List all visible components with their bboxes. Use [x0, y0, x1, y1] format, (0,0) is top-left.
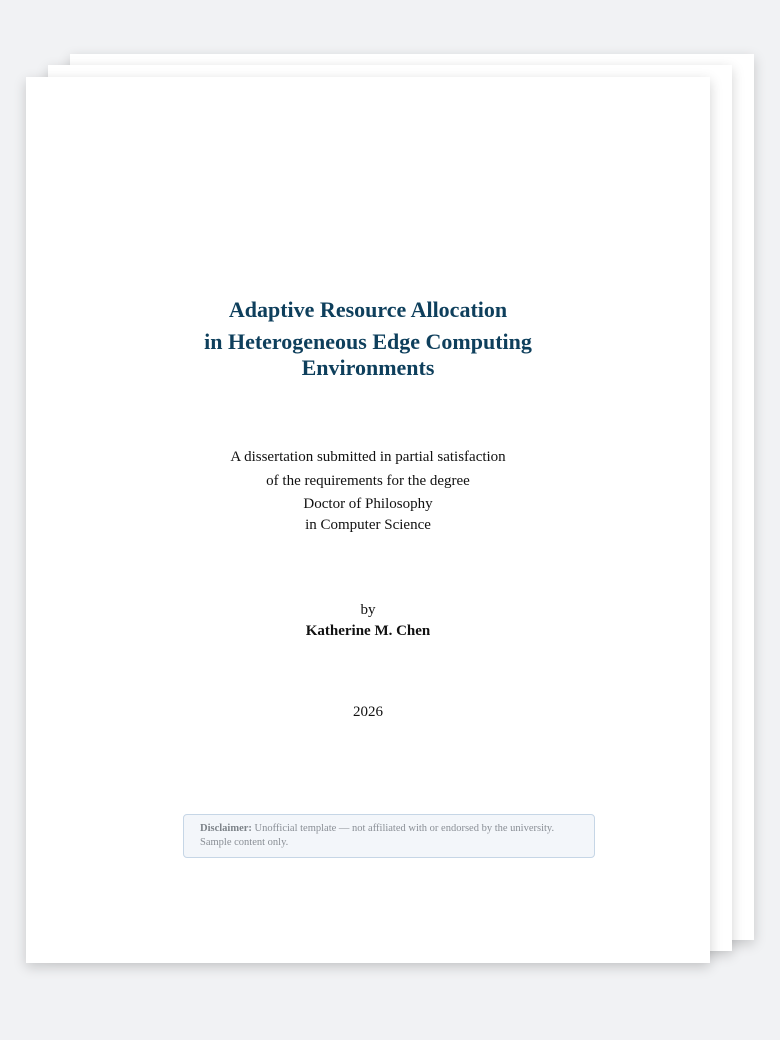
title-line-1: Adaptive Resource Allocation [228, 297, 508, 322]
disclaimer-box [183, 814, 595, 858]
title-page-content [26, 77, 710, 963]
publication-year: 2026 [353, 704, 383, 720]
dissertation-title [26, 297, 710, 381]
disclaimer-text: Unofficial template — not affiliated with or endorsed by the university. Sample content only. [200, 823, 555, 848]
title-line-2: in Heterogeneous Edge Computing [204, 329, 532, 354]
degree-name: Doctor of Philosophy [303, 496, 433, 512]
degree-field: in Computer Science [305, 517, 431, 533]
author-name: Katherine M. Chen [305, 623, 431, 639]
author-block [26, 600, 710, 642]
statement-line-2: of the requirements for the degree [266, 473, 470, 489]
by-label: by [360, 602, 376, 618]
statement-line-1: A dissertation submitted in partial satisfaction [230, 449, 506, 465]
disclaimer-label: Disclaimer: [200, 823, 252, 834]
title-page [26, 77, 710, 963]
title-line-3: Environments [301, 355, 435, 380]
submission-statement [26, 445, 710, 535]
